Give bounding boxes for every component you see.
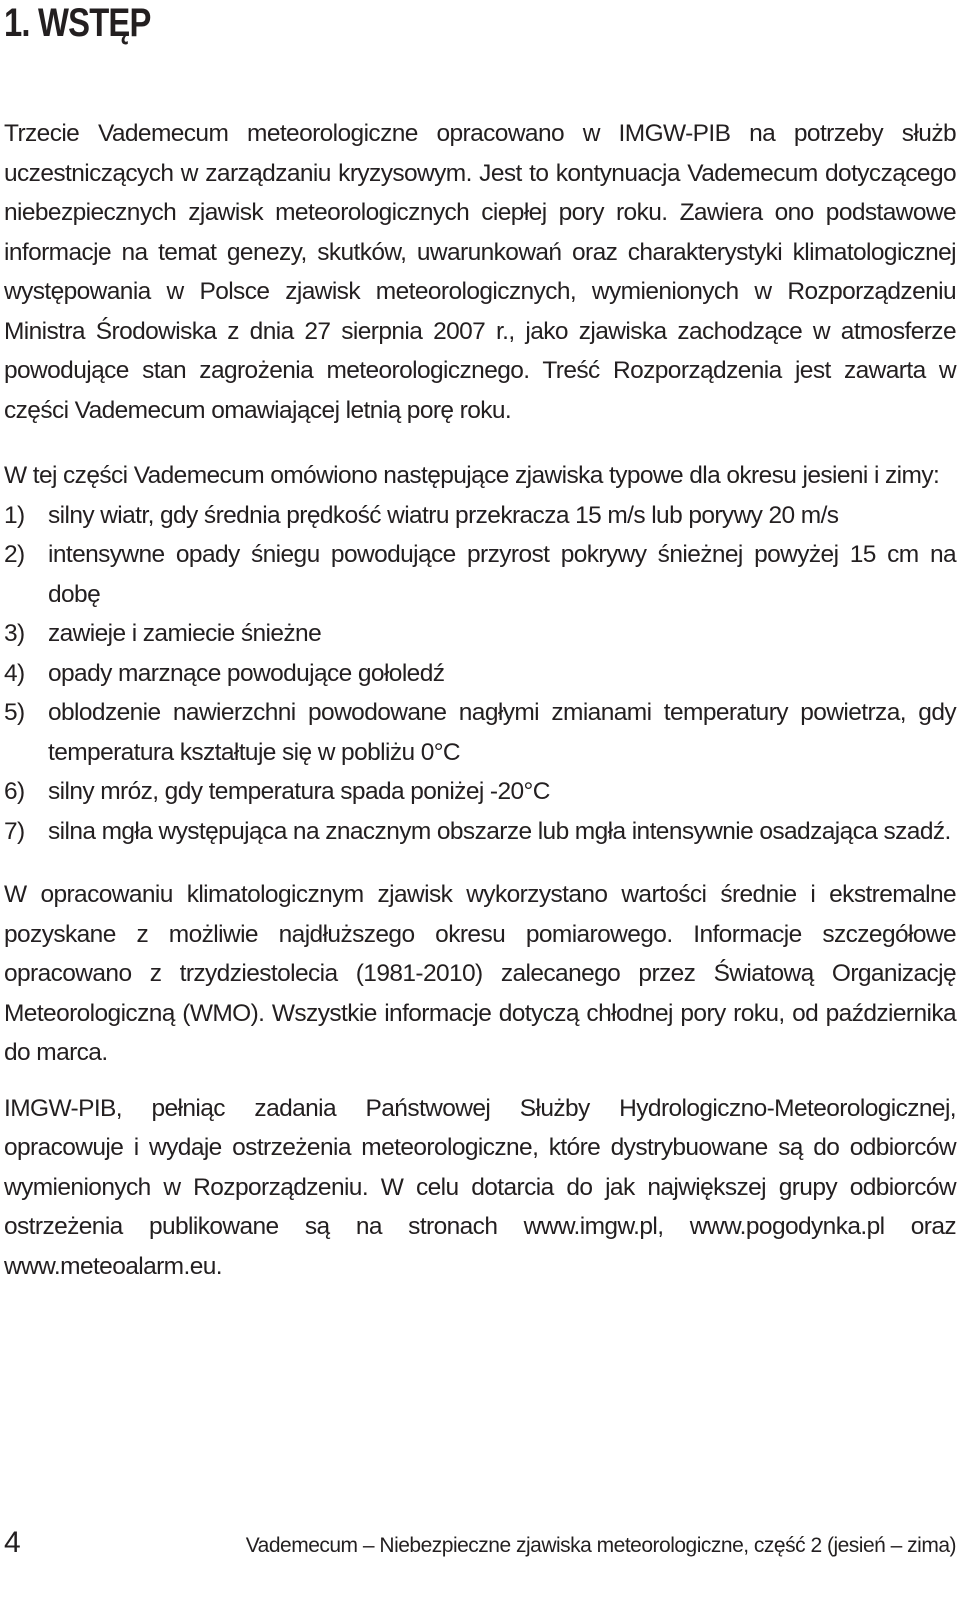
list-item-number: 4) [4, 659, 25, 687]
page-footer [0, 1523, 956, 1569]
list-item-text: opady marznące powodujące gołoledź [48, 659, 445, 687]
list-item [4, 535, 956, 614]
list-item-number: 2) [4, 541, 25, 568]
climatology-paragraph: W opracowaniu klimatologicznym zjawisk wykorzystano wartości średnie i ekstremalne pozyskane z możliwie najdłuższego okresu pomiarowego. Informacje szczegółowe opracowano z trzydziestolecia (1981-2010) zalecanego przez Światową Organizację Meteorologiczną (WMO). Wszystkie informacje dotyczą chłodnej pory roku, od października do marca. [4, 881, 956, 1066]
phenomena-intro-paragraph: W tej części Vademecum omówiono następujące zjawiska typowe dla okresu jesieni i zimy: [4, 462, 940, 489]
list-item-text: silny mróz, gdy temperatura spada poniżej -20°C [48, 778, 550, 805]
list-item-number: 6) [4, 778, 25, 805]
list-item [4, 693, 956, 772]
list-item [4, 772, 956, 812]
list-item [4, 614, 956, 654]
footer-title: Vademecum – Niebezpieczne zjawiska meteorologiczne, część 2 (jesień – zima) [245, 1534, 956, 1557]
page-number: 4 [4, 1526, 21, 1559]
list-item-text: intensywne opady śniegu powodujące przyrost pokrywy śnieżnej powyżej 15 cm na dobę [48, 541, 956, 608]
list-item-text: silny wiatr, gdy średnia prędkość wiatru przekracza 15 m/s lub porywy 20 m/s [48, 501, 839, 529]
list-item-number: 1) [4, 501, 25, 529]
list-item [4, 496, 956, 536]
page-content [4, 114, 956, 1286]
list-item-text: zawieje i zamiecie śnieżne [48, 620, 322, 647]
list-item-number: 3) [4, 620, 25, 647]
intro-paragraph: Trzecie Vademecum meteorologiczne opracowano w IMGW-PIB na potrzeby służb uczestniczących w zarządzaniu kryzysowym. Jest to kontynuacja Vademecum dotyczącego niebezpiecznych zjawisk meteorologicznych ciepłej pory roku. Zawiera ono podstawowe informacje na temat genezy, skutków, uwarunkowań oraz charakterystyki klimatologicznej występowania w Polsce zjawisk meteorologicznych, wymienionych w Rozporządzeniu Ministra Środowiska z dnia 27 sierpnia 2007 r., jako zjawiska zachodzące w atmosferze powodujące stan zagrożenia meteorologicznego. Treść Rozporządzenia jest zawarta w części Vademecum omawiającej letnią porę roku. [4, 120, 956, 424]
list-item-text: silna mgła występująca na znacznym obszarze lub mgła intensywnie osadzająca szadź. [48, 817, 951, 845]
warnings-paragraph: IMGW-PIB, pełniąc zadania Państwowej Służby Hydrologiczno-Meteorologicznej, opracowuje i wydaje ostrzeżenia meteorologiczne, które dystrybuowane są do odbiorców wymienionych w Rozporządzeniu. W celu dotarcia do jak największej grupy odbiorców ostrzeżenia publikowane są na stronach www.imgw.pl, www.pogodynka.pl oraz www.meteoalarm.eu. [4, 1094, 956, 1280]
list-item-text: oblodzenie nawierzchni powodowane nagłymi zmianami temperatury powietrza, gdy temperatura kształtuje się w pobliżu 0°C [48, 699, 956, 766]
list-item [4, 812, 956, 852]
phenomena-list [4, 496, 956, 852]
section-heading: 1. WSTĘP [4, 1, 151, 45]
list-item-number: 7) [4, 817, 25, 845]
list-item-number: 5) [4, 699, 25, 726]
list-item [4, 654, 956, 694]
